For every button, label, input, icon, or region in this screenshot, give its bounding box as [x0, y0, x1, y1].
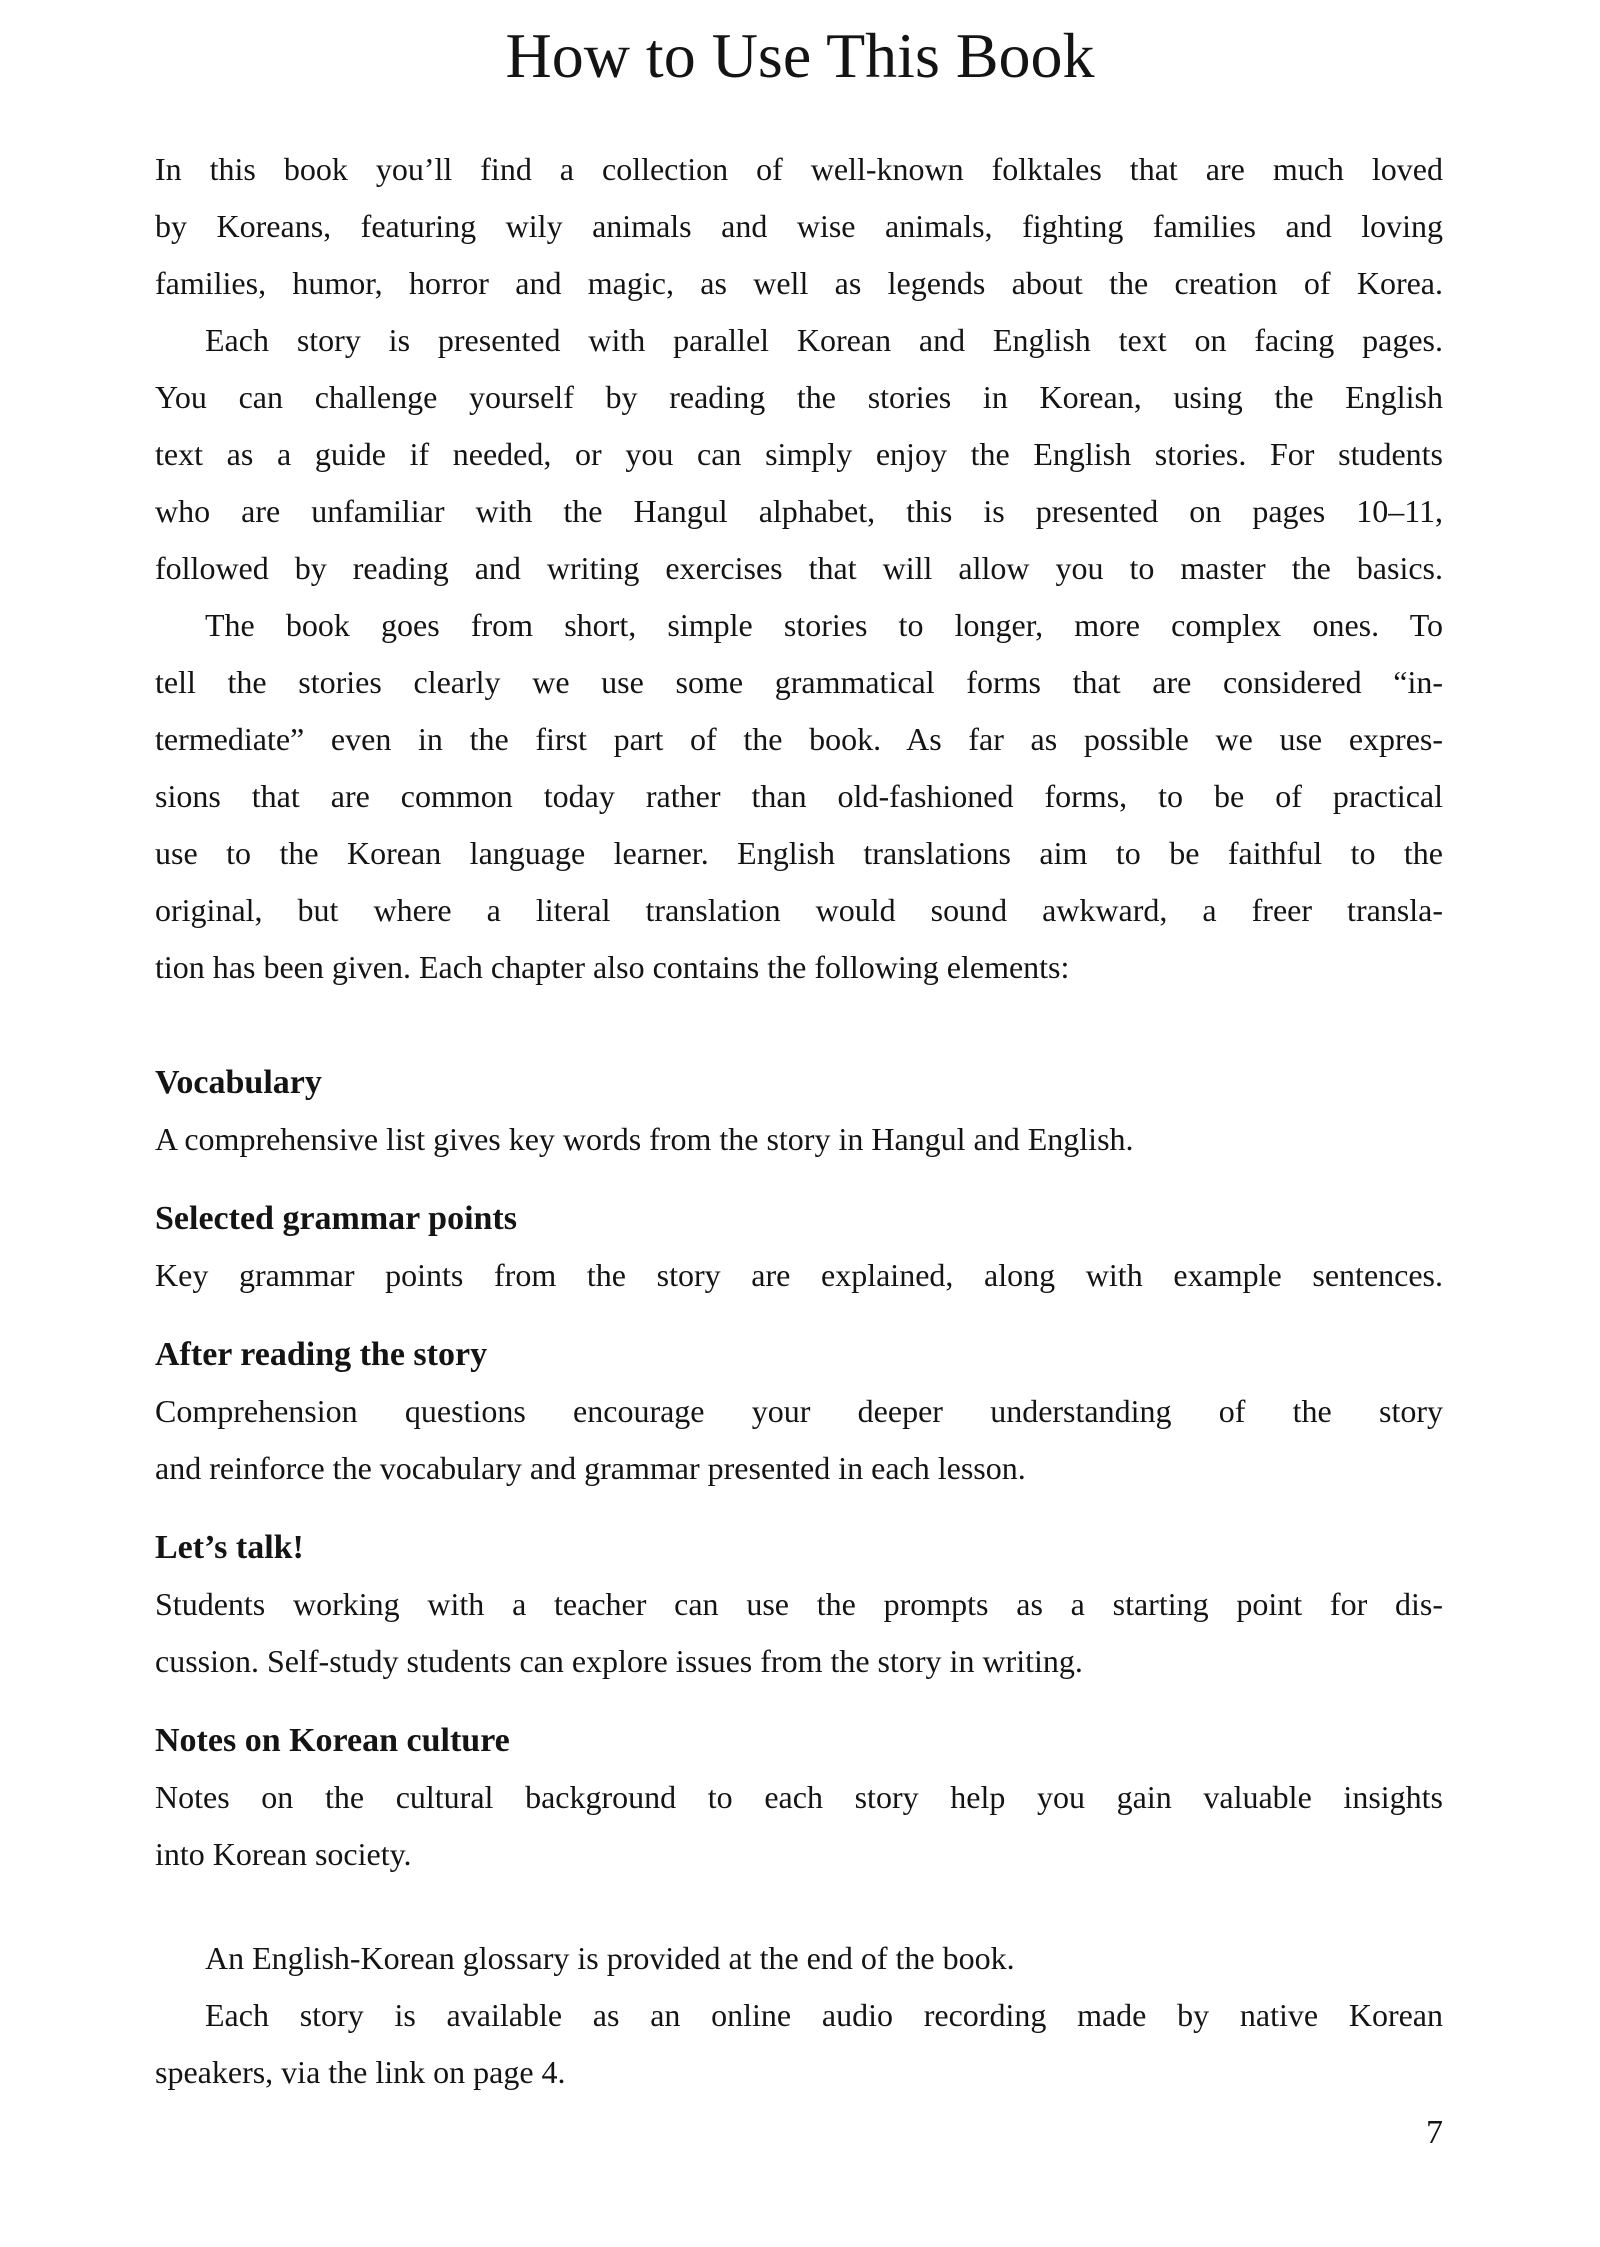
text-line: by Koreans, featuring wily animals and wise animals, fighting families and loving: [155, 208, 1443, 244]
section-heading: After reading the story: [155, 1336, 488, 1373]
section-heading: Vocabulary: [155, 1064, 322, 1101]
page-title: How to Use This Book: [505, 20, 1095, 91]
text-line: You can challenge yourself by reading the stories in Korean, using the English: [155, 379, 1443, 415]
closing-paragraphs: [155, 1930, 1443, 2101]
text-line: tell the stories clearly we use some grammatical forms that are considered “in-: [155, 664, 1443, 700]
text-line: original, but where a literal translation would sound awkward, a freer transla-: [155, 892, 1443, 928]
text-line: and reinforce the vocabulary and grammar presented in each lesson.: [155, 1450, 1026, 1486]
text-line: speakers, via the link on page 4.: [155, 2054, 566, 2090]
text-line: Students working with a teacher can use the prompts as a starting point for dis-: [155, 1586, 1443, 1622]
text-line: Each story is available as an online audio recording made by native Korean: [205, 1997, 1443, 2033]
text-line: Notes on the cultural background to each story help you gain valuable insights: [155, 1779, 1443, 1815]
text-line: Each story is presented with parallel Korean and English text on facing pages.: [205, 322, 1443, 358]
text-line: followed by reading and writing exercises that will allow you to master the basics.: [155, 550, 1443, 586]
text-line: text as a guide if needed, or you can simply enjoy the English stories. For students: [155, 436, 1443, 472]
text-line: In this book you’ll find a collection of well-known folktales that are much loved: [155, 151, 1443, 187]
page-number: 7: [1426, 2114, 1443, 2151]
text-line: An English-Korean glossary is provided at the end of the book.: [205, 1940, 1015, 1976]
section-heading: Selected grammar points: [155, 1200, 517, 1237]
text-line: into Korean society.: [155, 1836, 412, 1872]
text-line: cussion. Self-study students can explore issues from the story in writing.: [155, 1643, 1083, 1679]
section-heading: Notes on Korean culture: [155, 1722, 510, 1759]
text-line: Key grammar points from the story are explained, along with example sentences.: [155, 1257, 1443, 1293]
text-line: sions that are common today rather than old-fashioned forms, to be of practical: [155, 778, 1443, 814]
text-column: [155, 141, 1443, 2101]
section-heading: Let’s talk!: [155, 1529, 304, 1566]
text-line: The book goes from short, simple stories to longer, more complex ones. To: [205, 607, 1443, 643]
text-line: Comprehension questions encourage your deeper understanding of the story: [155, 1393, 1443, 1429]
text-line: tion has been given. Each chapter also contains the following elements:: [155, 949, 1070, 985]
text-line: families, humor, horror and magic, as well as legends about the creation of Korea.: [155, 265, 1443, 301]
text-line: A comprehensive list gives key words from the story in Hangul and English.: [155, 1121, 1134, 1157]
text-line: use to the Korean language learner. English translations aim to be faithful to the: [155, 835, 1443, 871]
text-line: who are unfamiliar with the Hangul alphabet, this is presented on pages 10–11,: [155, 493, 1443, 529]
text-line: termediate” even in the first part of the book. As far as possible we use expres-: [155, 721, 1443, 757]
